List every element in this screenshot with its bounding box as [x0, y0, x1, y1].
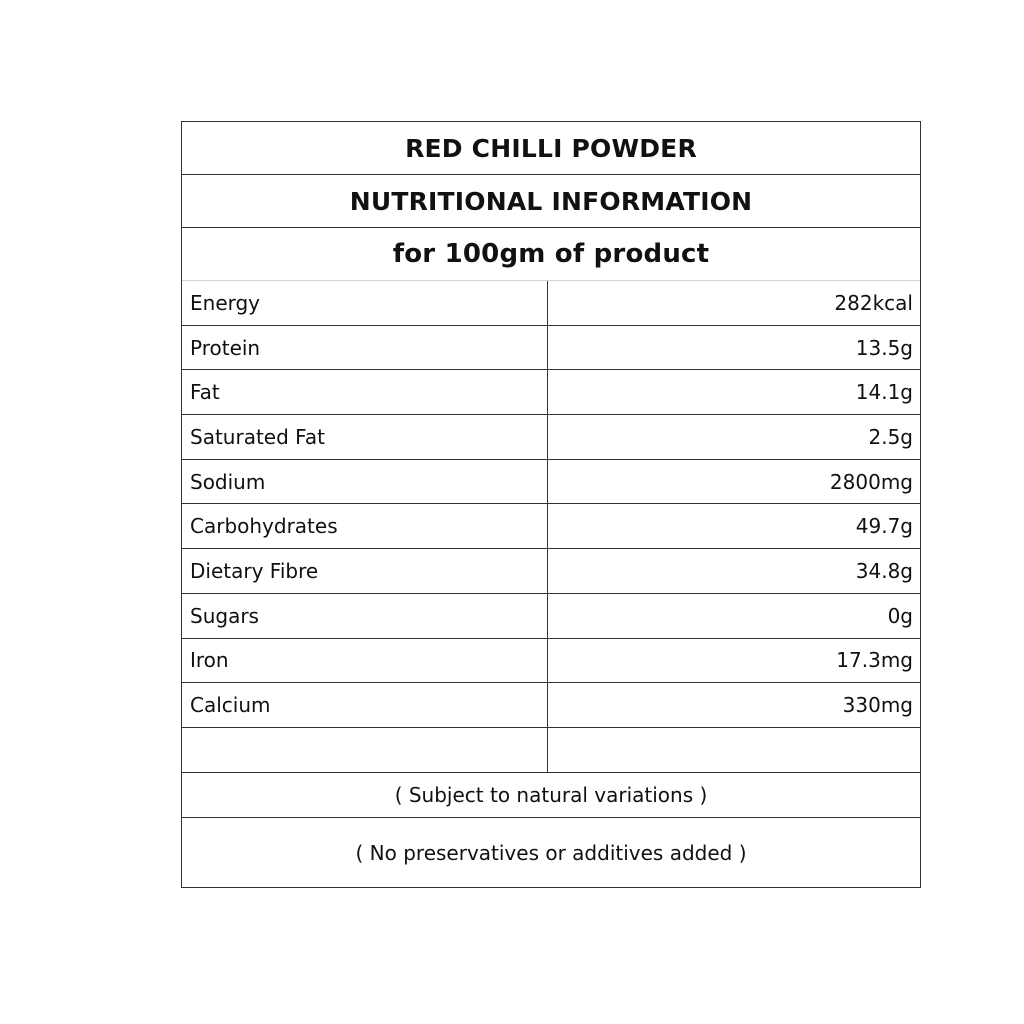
nutrient-table	[182, 281, 920, 773]
nutrient-value: 14.1g	[855, 380, 913, 405]
nutrient-value: 17.3mg	[836, 648, 913, 673]
table-row	[182, 326, 920, 371]
variation-note: ( Subject to natural variations )	[182, 773, 920, 818]
nutrient-value: 2800mg	[829, 469, 913, 494]
table-row	[182, 549, 920, 594]
preservatives-note: ( No preservatives or additives added )	[355, 840, 747, 865]
table-row	[182, 415, 920, 460]
nutrient-value: 2.5g	[868, 424, 913, 449]
panel-heading: NUTRITIONAL INFORMATION	[182, 175, 920, 228]
nutrient-value	[548, 728, 920, 772]
table-row	[182, 370, 920, 415]
nutrient-name: Calcium	[182, 683, 548, 727]
nutrient-name: Protein	[182, 326, 548, 370]
product-title: RED CHILLI POWDER	[182, 122, 920, 175]
table-row	[182, 594, 920, 639]
table-row	[182, 683, 920, 728]
nutrient-name: Saturated Fat	[182, 415, 548, 459]
serving-size: for 100gm of product	[182, 228, 920, 281]
nutrient-name: Sodium	[182, 460, 548, 504]
nutrient-name: Sugars	[182, 594, 548, 638]
nutrient-value: 49.7g	[855, 514, 913, 539]
nutrition-panel	[181, 121, 921, 888]
nutrient-value: 0g	[887, 603, 913, 628]
nutrient-name: Energy	[182, 281, 548, 325]
table-row-empty	[182, 728, 920, 773]
nutrient-value: 330mg	[842, 693, 913, 718]
table-row	[182, 639, 920, 684]
nutrient-value: 13.5g	[855, 335, 913, 360]
table-row	[182, 504, 920, 549]
nutrient-name	[182, 728, 548, 772]
table-row	[182, 460, 920, 505]
nutrient-value: 34.8g	[855, 558, 913, 583]
nutrient-value: 282kcal	[834, 290, 913, 315]
nutrient-name: Fat	[182, 370, 548, 414]
nutrient-name: Dietary Fibre	[182, 549, 548, 593]
table-row	[182, 281, 920, 326]
nutrient-name: Iron	[182, 639, 548, 683]
nutrient-name: Carbohydrates	[182, 504, 548, 548]
